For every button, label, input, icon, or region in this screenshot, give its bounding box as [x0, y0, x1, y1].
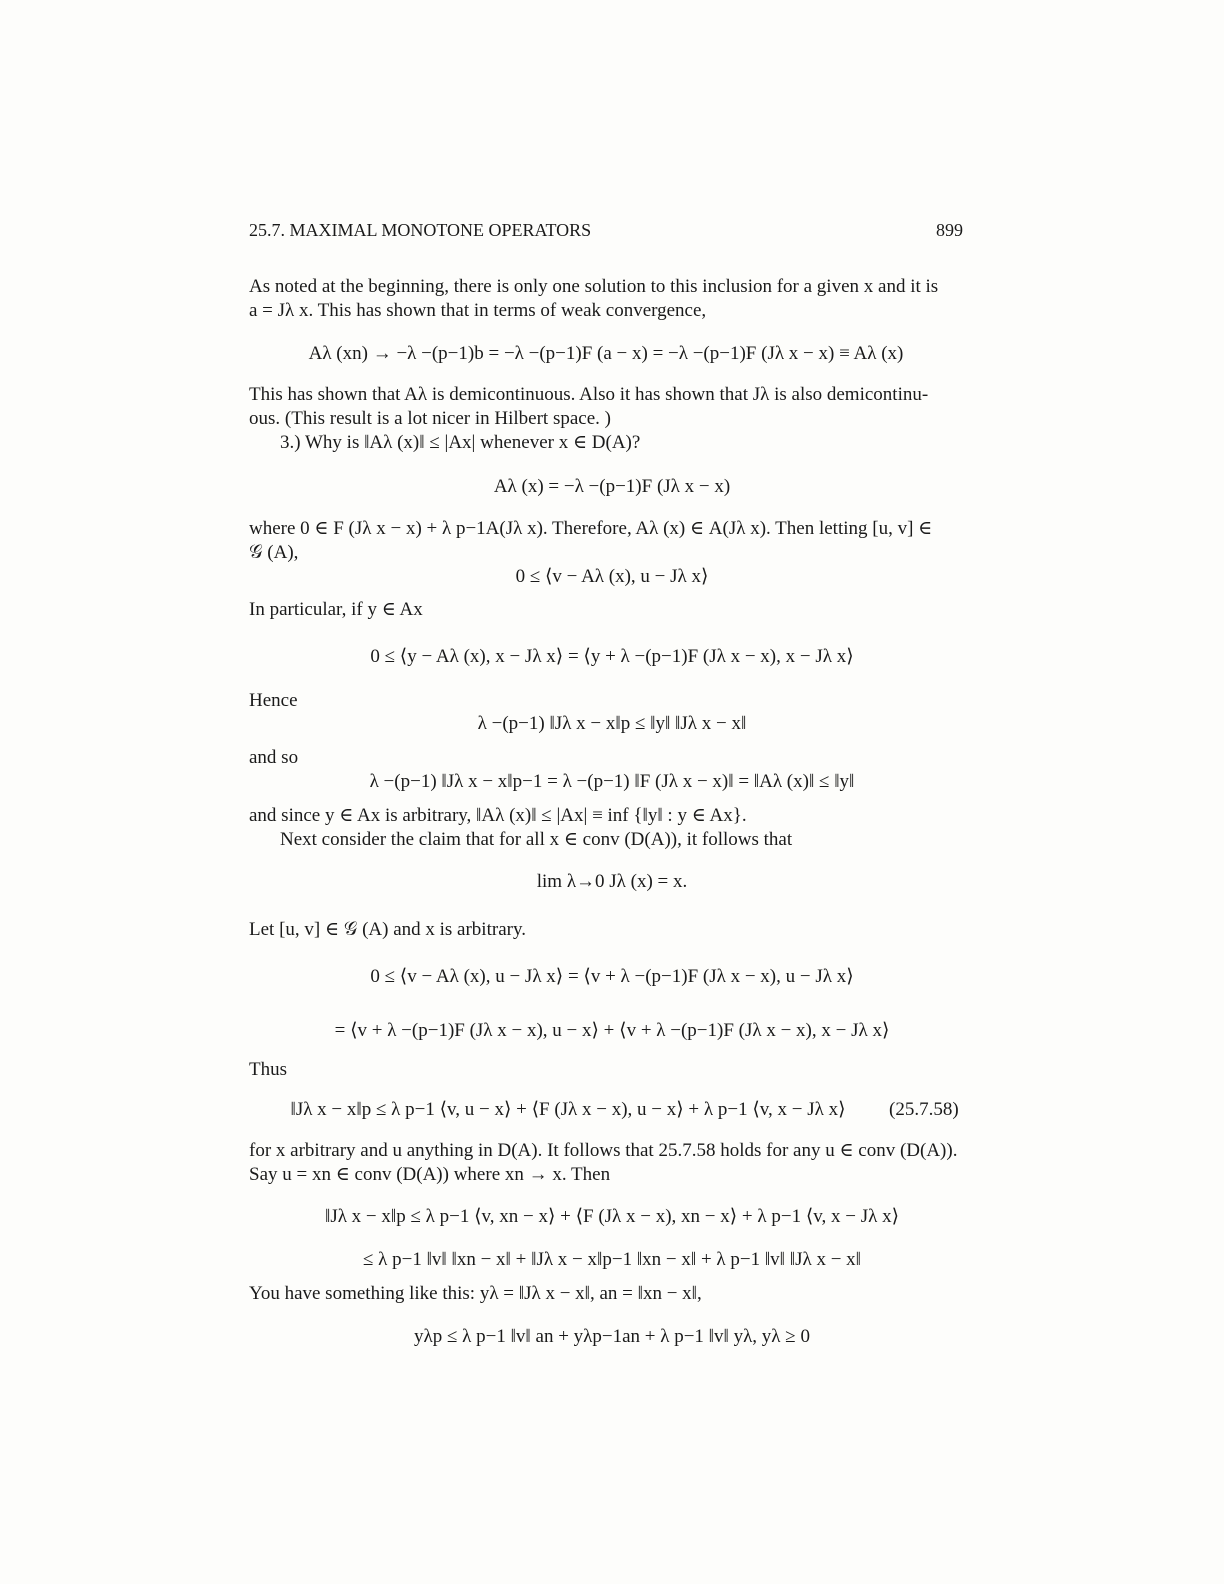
paragraph-text: for x arbitrary and u anything in D(A). It follows that 25.7.58 holds for any u ∈ conv (D(A)). — [249, 1140, 958, 1161]
equation: 0 ≤ ⟨v − Aλ (x), u − Jλ x⟩ — [515, 566, 709, 587]
equation: Aλ (xn) → −λ −(p−1)b = −λ −(p−1)F (a − x) = −λ −(p−1)F (Jλ x − x) ≡ Aλ (x) — [308, 343, 904, 364]
paragraph-line — [249, 1139, 957, 1163]
paragraph-line: and so — [249, 747, 299, 768]
paragraph-line: Next consider the claim that for all x ∈ conv (D(A)), it follows that — [280, 829, 793, 850]
running-header — [249, 220, 963, 244]
paragraph-line: Say u = xn ∈ conv (D(A)) where xn → x. Then — [249, 1164, 611, 1185]
paragraph-line: As noted at the beginning, there is only one solution to this inclusion for a given x and it is — [249, 276, 939, 297]
paragraph-line: This has shown that Aλ is demicontinuous. Also it has shown that Jλ is also demicontinu- — [249, 384, 929, 405]
paragraph-line: and since y ∈ Ax is arbitrary, ‖Aλ (x)‖ ≤ |Ax| ≡ inf {‖y‖ : y ∈ Ax}. — [249, 805, 747, 826]
section-title: 25.7. MAXIMAL MONOTONE OPERATORS — [249, 220, 592, 240]
equation: ‖Jλ x − x‖p ≤ λ p−1 ⟨v, xn − x⟩ + ⟨F (Jλ x − x), xn − x⟩ + λ p−1 ⟨v, x − Jλ x⟩ — [324, 1206, 899, 1227]
equation: Aλ (x) = −λ −(p−1)F (Jλ x − x) — [493, 476, 731, 497]
equation-label: (25.7.58) — [889, 1099, 959, 1120]
paragraph-line: where 0 ∈ F (Jλ x − x) + λ p−1A(Jλ x). Therefore, Aλ (x) ∈ A(Jλ x). Then letting [u, v] ∈ — [249, 518, 933, 539]
equation: ≤ λ p−1 ‖v‖ ‖xn − x‖ + ‖Jλ x − x‖p−1 ‖xn − x‖ + λ p−1 ‖v‖ ‖Jλ x − x‖ — [362, 1249, 862, 1270]
page-number: 899 — [936, 220, 963, 240]
paragraph-line: You have something like this: yλ = ‖Jλ x − x‖, an = ‖xn − x‖, — [249, 1283, 702, 1304]
paragraph-line: ous. (This result is a lot nicer in Hilbert space. ) — [249, 408, 611, 429]
equation: lim λ→0 Jλ (x) = x. — [536, 871, 688, 892]
paragraph-line: a = Jλ x. This has shown that in terms of weak convergence, — [249, 300, 707, 321]
paragraph-line: 𝒢 (A), — [249, 542, 299, 563]
equation: λ −(p−1) ‖Jλ x − x‖p−1 = λ −(p−1) ‖F (Jλ x − x)‖ = ‖Aλ (x)‖ ≤ ‖y‖ — [369, 771, 855, 792]
equation: λ −(p−1) ‖Jλ x − x‖p ≤ ‖y‖ ‖Jλ x − x‖ — [477, 713, 747, 734]
paragraph-line: In particular, if y ∈ Ax — [249, 599, 423, 620]
equation: = ⟨v + λ −(p−1)F (Jλ x − x), u − x⟩ + ⟨v + λ −(p−1)F (Jλ x − x), x − Jλ x⟩ — [334, 1020, 890, 1041]
paragraph-line: Let [u, v] ∈ 𝒢 (A) and x is arbitrary. — [249, 919, 526, 940]
paragraph-line: Thus — [249, 1059, 287, 1080]
equation: ‖Jλ x − x‖p ≤ λ p−1 ⟨v, u − x⟩ + ⟨F (Jλ x − x), u − x⟩ + λ p−1 ⟨v, x − Jλ x⟩ — [290, 1099, 846, 1120]
paragraph-line: Hence — [249, 690, 298, 711]
paragraph-line: 3.) Why is ‖Aλ (x)‖ ≤ |Ax| whenever x ∈ D(A)? — [280, 432, 641, 453]
equation: 0 ≤ ⟨y − Aλ (x), x − Jλ x⟩ = ⟨y + λ −(p−1)F (Jλ x − x), x − Jλ x⟩ — [370, 646, 854, 667]
equation: 0 ≤ ⟨v − Aλ (x), u − Jλ x⟩ = ⟨v + λ −(p−1)F (Jλ x − x), u − Jλ x⟩ — [370, 966, 854, 987]
equation: yλp ≤ λ p−1 ‖v‖ an + yλp−1an + λ p−1 ‖v‖ yλ, yλ ≥ 0 — [414, 1326, 810, 1347]
